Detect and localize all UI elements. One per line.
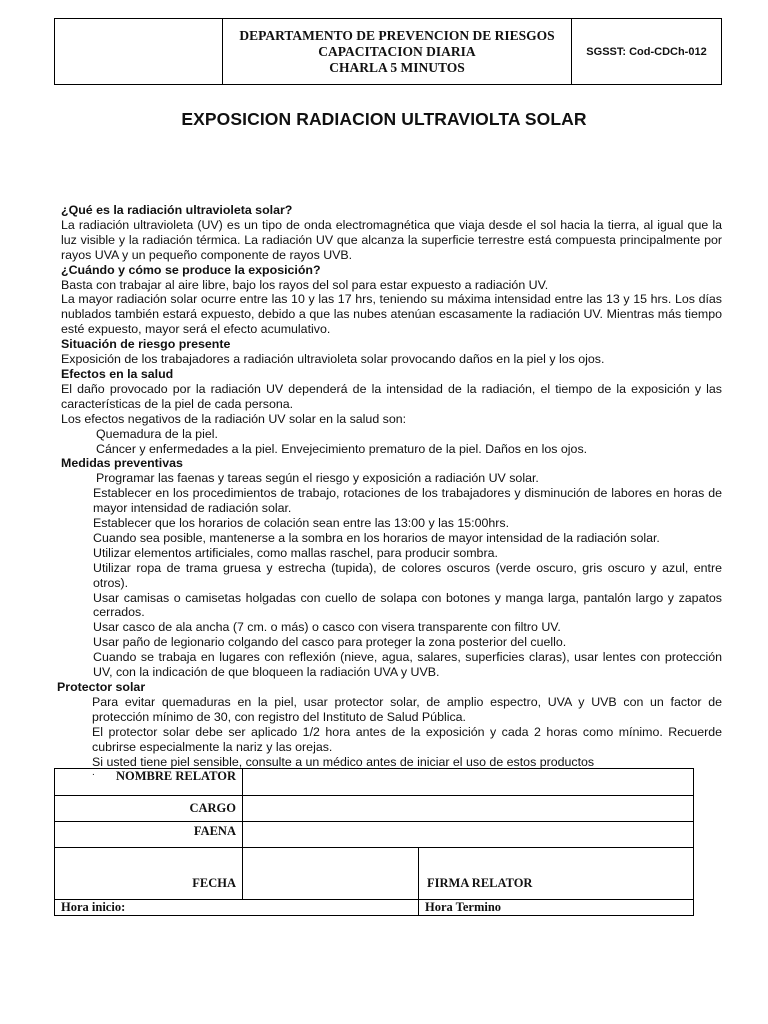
label-cargo: CARGO (55, 796, 243, 822)
field-nombre-relator[interactable] (243, 769, 694, 796)
list-item: Cuando se trabaja en lugares con reflexión (nieve, agua, salares, superficies claras), usar lentes con protección UV, con la indicación de que bloqueen la radiación UVA y UVB. (93, 650, 722, 680)
document-code: SGSST: Cod-CDCh-012 (572, 19, 722, 85)
field-faena[interactable] (243, 822, 694, 848)
list-item: Para evitar quemaduras en la piel, usar protector solar, de amplio espectro, UVA y UVB con un factor de protección mínimo de 30, con registro del Instituto de Salud Pública. (92, 694, 722, 724)
paragraph: Los efectos negativos de la radiación UV solar en la salud son: (61, 411, 407, 426)
field-fecha[interactable] (243, 848, 419, 900)
page-title: EXPOSICION RADIACION ULTRAVIOLTA SOLAR (181, 109, 587, 129)
section-heading-risk: Situación de riesgo presente (61, 337, 231, 352)
department-name: DEPARTAMENTO DE PREVENCION DE RIESGOS (239, 27, 555, 43)
paragraph: Exposición de los trabajadores a radiación ultravioleta solar provocando daños en la piel y los ojos. (61, 352, 605, 367)
trailing-dot: . (92, 767, 95, 779)
list-item: Establecer en los procedimientos de trabajo, rotaciones de los trabajadores y disminución de labores en horas de mayor intensidad de radiación solar. (93, 486, 722, 516)
list-item: Quemadura de la piel. (96, 426, 218, 441)
field-cargo[interactable] (243, 796, 694, 822)
label-nombre-relator: NOMBRE RELATOR (55, 769, 243, 796)
section-heading-sunscreen: Protector solar (57, 680, 146, 694)
paragraph: El daño provocado por la radiación UV dependerá de la intensidad de la radiación, el tiempo de la exposición y las características de la piel de cada persona. (61, 381, 722, 411)
document-body (57, 203, 722, 779)
label-hora-termino: Hora Termino (419, 900, 694, 916)
list-item: Cáncer y enfermedades a la piel. Envejecimiento prematuro de la piel. Daños en los ojos. (96, 441, 588, 456)
label-fecha: FECHA (55, 848, 243, 900)
list-item: Cuando sea posible, mantenerse a la sombra en los horarios de mayor intensidad de la radiación solar. (93, 530, 660, 545)
label-faena: FAENA (55, 822, 243, 848)
talk-type: CHARLA 5 MINUTOS (329, 59, 465, 75)
paragraph: Basta con trabajar al aire libre, bajo los rayos del sol para estar expuesto a radiación UV. (61, 277, 549, 292)
department-cell (223, 19, 572, 85)
label-hora-inicio: Hora inicio: (55, 900, 419, 916)
section-heading-preventive-measures: Medidas preventivas (61, 456, 183, 471)
section-heading-health-effects: Efectos en la salud (61, 366, 174, 381)
list-item: Usar casco de ala ancha (7 cm. o más) o casco con visera transparente con filtro UV. (93, 620, 561, 635)
list-item: Usar camisas o camisetas holgadas con cuello de solapa con botones y manga larga, pantalón largo y zapatos cerrados. (93, 590, 722, 620)
paragraph: La mayor radiación solar ocurre entre las 10 y las 17 hrs, teniendo su máxima intensidad entre las 13 y 15 hrs. Los días nublados también estará expuesto, debido a que las nubes atenúan escasamente la radiación UV. Mientras más tiempo esté expuesto, mayor será el efecto acumulativo. (61, 292, 722, 337)
section-heading-exposure: ¿Cuándo y cómo se produce la exposición? (61, 262, 321, 277)
list-item: Programar las faenas y tareas según el riesgo y exposición a radiación UV solar. (96, 471, 539, 486)
logo-cell (55, 19, 223, 85)
label-firma-relator: FIRMA RELATOR (419, 848, 694, 900)
paragraph: La radiación ultravioleta (UV) es un tipo de onda electromagnética que viaja desde el sol hacia la tierra, al igual que la luz visible y la radiación térmica. La radiación UV que alcanza la superficie terrestre está compuesta principalmente por rayos UVA y un pequeño componente de rayos UVB. (61, 217, 722, 262)
list-item: Utilizar elementos artificiales, como mallas raschel, para producir sombra. (93, 545, 498, 560)
section-heading-what-is: ¿Qué es la radiación ultravioleta solar? (61, 203, 293, 217)
list-item: Si usted tiene piel sensible, consulte a un médico antes de iniciar el uso de estos productos (92, 754, 595, 769)
list-item: Establecer que los horarios de colación sean entre las 13:00 y las 15:00hrs. (93, 516, 510, 531)
list-item: Usar paño de legionario colgando del casco para proteger la zona posterior del cuello. (93, 635, 567, 650)
list-item: El protector solar debe ser aplicado 1/2 hora antes de la exposición y cada 2 horas como mínimo. Recuerde cubrirse especialmente la nariz y las orejas. (92, 724, 722, 754)
training-type: CAPACITACION DIARIA (318, 43, 476, 59)
list-item: Utilizar ropa de trama gruesa y estrecha (tupida), de colores oscuros (verde oscuro, gris oscuro y azul, entre otros). (93, 560, 722, 590)
document-header (54, 18, 722, 85)
signature-table (54, 768, 694, 916)
